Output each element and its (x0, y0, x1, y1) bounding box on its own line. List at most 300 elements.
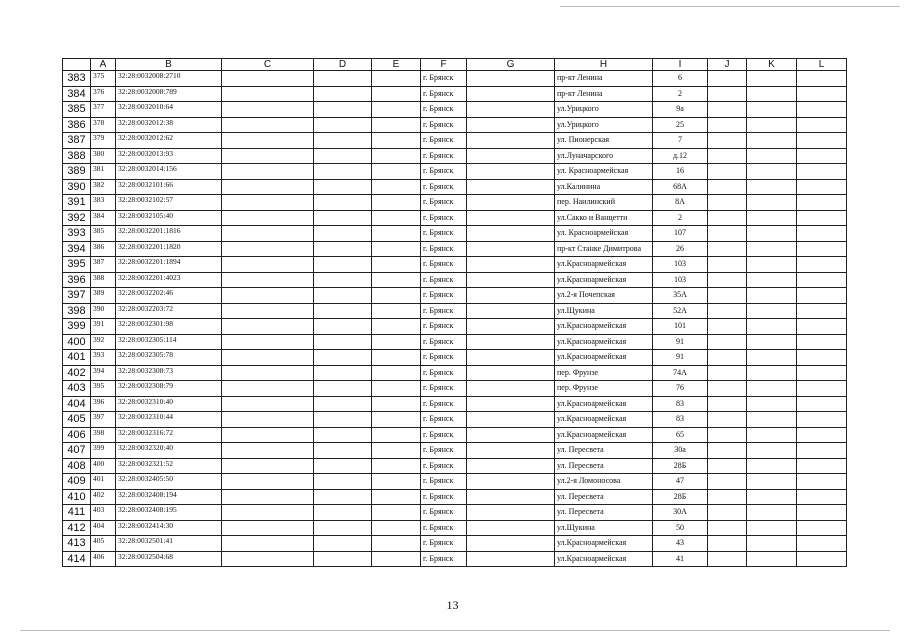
cell-k[interactable] (747, 195, 797, 211)
cell-k[interactable] (747, 71, 797, 87)
cell-h[interactable]: ул.Сакко и Ванцетти (555, 210, 653, 226)
cell-f[interactable]: г. Брянск (421, 474, 467, 490)
cell-a[interactable]: 386 (91, 241, 116, 257)
row-number[interactable]: 393 (63, 226, 91, 242)
cell-g[interactable] (467, 257, 555, 273)
cell-i[interactable]: 2 (653, 86, 708, 102)
cell-e[interactable] (372, 164, 421, 180)
cell-c[interactable] (222, 257, 314, 273)
cell-l[interactable] (797, 474, 847, 490)
row-number[interactable]: 398 (63, 303, 91, 319)
cell-f[interactable]: г. Брянск (421, 179, 467, 195)
cell-g[interactable] (467, 86, 555, 102)
cell-k[interactable] (747, 396, 797, 412)
cell-i[interactable]: 28Б (653, 489, 708, 505)
cell-j[interactable] (708, 443, 747, 459)
cell-c[interactable] (222, 288, 314, 304)
cell-l[interactable] (797, 226, 847, 242)
cell-b[interactable]: 32:28:0032414:30 (116, 520, 222, 536)
cell-j[interactable] (708, 148, 747, 164)
cell-b[interactable]: 32:28:0032320:40 (116, 443, 222, 459)
cell-g[interactable] (467, 133, 555, 149)
cell-h[interactable]: пер. Наилинский (555, 195, 653, 211)
cell-k[interactable] (747, 272, 797, 288)
cell-j[interactable] (708, 427, 747, 443)
cell-h[interactable]: ул.Красноармейская (555, 257, 653, 273)
cell-h[interactable]: ул. Пересвета (555, 505, 653, 521)
cell-g[interactable] (467, 474, 555, 490)
cell-k[interactable] (747, 133, 797, 149)
cell-d[interactable] (314, 350, 372, 366)
cell-g[interactable] (467, 117, 555, 133)
cell-b[interactable]: 32:28:0032008:2710 (116, 71, 222, 87)
cell-j[interactable] (708, 412, 747, 428)
cell-g[interactable] (467, 334, 555, 350)
cell-a[interactable]: 392 (91, 334, 116, 350)
cell-l[interactable] (797, 102, 847, 118)
cell-g[interactable] (467, 505, 555, 521)
cell-h[interactable]: ул.Красноармейская (555, 551, 653, 567)
cell-i[interactable]: 41 (653, 551, 708, 567)
cell-c[interactable] (222, 226, 314, 242)
cell-i[interactable]: 91 (653, 350, 708, 366)
cell-i[interactable]: 68А (653, 179, 708, 195)
cell-a[interactable]: 405 (91, 536, 116, 552)
cell-c[interactable] (222, 474, 314, 490)
cell-h[interactable]: пр-кт Ленина (555, 71, 653, 87)
row-number[interactable]: 391 (63, 195, 91, 211)
cell-e[interactable] (372, 396, 421, 412)
cell-e[interactable] (372, 474, 421, 490)
row-number[interactable]: 413 (63, 536, 91, 552)
cell-d[interactable] (314, 272, 372, 288)
cell-l[interactable] (797, 520, 847, 536)
row-number[interactable]: 386 (63, 117, 91, 133)
cell-c[interactable] (222, 334, 314, 350)
cell-d[interactable] (314, 505, 372, 521)
cell-c[interactable] (222, 195, 314, 211)
row-number[interactable]: 411 (63, 505, 91, 521)
row-number[interactable]: 414 (63, 551, 91, 567)
cell-e[interactable] (372, 272, 421, 288)
cell-f[interactable]: г. Брянск (421, 458, 467, 474)
cell-c[interactable] (222, 164, 314, 180)
cell-k[interactable] (747, 117, 797, 133)
cell-j[interactable] (708, 474, 747, 490)
row-number[interactable]: 402 (63, 365, 91, 381)
cell-d[interactable] (314, 148, 372, 164)
cell-a[interactable]: 396 (91, 396, 116, 412)
cell-l[interactable] (797, 303, 847, 319)
cell-c[interactable] (222, 505, 314, 521)
cell-d[interactable] (314, 71, 372, 87)
cell-i[interactable]: 65 (653, 427, 708, 443)
cell-k[interactable] (747, 536, 797, 552)
cell-g[interactable] (467, 241, 555, 257)
cell-d[interactable] (314, 133, 372, 149)
cell-f[interactable]: г. Брянск (421, 443, 467, 459)
cell-e[interactable] (372, 303, 421, 319)
cell-c[interactable] (222, 427, 314, 443)
cell-k[interactable] (747, 303, 797, 319)
cell-l[interactable] (797, 443, 847, 459)
row-number[interactable]: 387 (63, 133, 91, 149)
cell-g[interactable] (467, 210, 555, 226)
cell-l[interactable] (797, 133, 847, 149)
cell-e[interactable] (372, 505, 421, 521)
row-number[interactable]: 397 (63, 288, 91, 304)
cell-e[interactable] (372, 102, 421, 118)
cell-l[interactable] (797, 381, 847, 397)
cell-b[interactable]: 32:28:0032010:64 (116, 102, 222, 118)
cell-f[interactable]: г. Брянск (421, 164, 467, 180)
cell-f[interactable]: г. Брянск (421, 288, 467, 304)
cell-b[interactable]: 32:28:0032008:789 (116, 86, 222, 102)
cell-h[interactable]: ул. Пионерская (555, 133, 653, 149)
cell-c[interactable] (222, 458, 314, 474)
column-header-f[interactable]: F (421, 59, 467, 71)
column-header-e[interactable]: E (372, 59, 421, 71)
cell-a[interactable]: 383 (91, 195, 116, 211)
cell-f[interactable]: г. Брянск (421, 303, 467, 319)
cell-i[interactable]: 16 (653, 164, 708, 180)
row-number[interactable]: 407 (63, 443, 91, 459)
cell-d[interactable] (314, 164, 372, 180)
cell-h[interactable]: ул.Луначарского (555, 148, 653, 164)
cell-a[interactable]: 382 (91, 179, 116, 195)
cell-k[interactable] (747, 489, 797, 505)
cell-h[interactable]: ул.Красноармейская (555, 350, 653, 366)
row-number[interactable]: 395 (63, 257, 91, 273)
row-number[interactable]: 406 (63, 427, 91, 443)
cell-f[interactable]: г. Брянск (421, 396, 467, 412)
column-header-h[interactable]: H (555, 59, 653, 71)
cell-g[interactable] (467, 71, 555, 87)
cell-e[interactable] (372, 179, 421, 195)
cell-a[interactable]: 384 (91, 210, 116, 226)
cell-h[interactable]: ул.Красноармейская (555, 319, 653, 335)
cell-e[interactable] (372, 195, 421, 211)
cell-l[interactable] (797, 489, 847, 505)
column-header-corner[interactable] (63, 59, 91, 71)
cell-f[interactable]: г. Брянск (421, 102, 467, 118)
cell-l[interactable] (797, 288, 847, 304)
cell-l[interactable] (797, 412, 847, 428)
cell-d[interactable] (314, 319, 372, 335)
cell-i[interactable]: 7 (653, 133, 708, 149)
cell-d[interactable] (314, 536, 372, 552)
cell-b[interactable]: 32:28:0032408:194 (116, 489, 222, 505)
row-number[interactable]: 409 (63, 474, 91, 490)
cell-i[interactable]: 103 (653, 257, 708, 273)
cell-b[interactable]: 32:28:0032405:50 (116, 474, 222, 490)
cell-f[interactable]: г. Брянск (421, 133, 467, 149)
cell-i[interactable]: 47 (653, 474, 708, 490)
cell-l[interactable] (797, 179, 847, 195)
cell-c[interactable] (222, 303, 314, 319)
cell-k[interactable] (747, 551, 797, 567)
cell-a[interactable]: 397 (91, 412, 116, 428)
cell-g[interactable] (467, 272, 555, 288)
cell-j[interactable] (708, 257, 747, 273)
cell-l[interactable] (797, 241, 847, 257)
cell-a[interactable]: 406 (91, 551, 116, 567)
cell-g[interactable] (467, 226, 555, 242)
cell-f[interactable]: г. Брянск (421, 381, 467, 397)
cell-k[interactable] (747, 257, 797, 273)
cell-f[interactable]: г. Брянск (421, 257, 467, 273)
cell-c[interactable] (222, 381, 314, 397)
cell-l[interactable] (797, 195, 847, 211)
row-number[interactable]: 384 (63, 86, 91, 102)
cell-e[interactable] (372, 412, 421, 428)
cell-c[interactable] (222, 489, 314, 505)
column-header-d[interactable]: D (314, 59, 372, 71)
row-number[interactable]: 412 (63, 520, 91, 536)
column-header-l[interactable]: L (797, 59, 847, 71)
cell-l[interactable] (797, 272, 847, 288)
cell-a[interactable]: 376 (91, 86, 116, 102)
cell-i[interactable]: 6 (653, 71, 708, 87)
cell-g[interactable] (467, 195, 555, 211)
cell-c[interactable] (222, 133, 314, 149)
cell-d[interactable] (314, 210, 372, 226)
cell-h[interactable]: ул. Пересвета (555, 458, 653, 474)
cell-d[interactable] (314, 179, 372, 195)
cell-k[interactable] (747, 350, 797, 366)
cell-d[interactable] (314, 381, 372, 397)
cell-a[interactable]: 385 (91, 226, 116, 242)
cell-h[interactable]: пр-кт Станке Димитрова (555, 241, 653, 257)
cell-j[interactable] (708, 319, 747, 335)
cell-f[interactable]: г. Брянск (421, 505, 467, 521)
cell-a[interactable]: 393 (91, 350, 116, 366)
cell-g[interactable] (467, 179, 555, 195)
cell-d[interactable] (314, 474, 372, 490)
cell-a[interactable]: 391 (91, 319, 116, 335)
cell-k[interactable] (747, 365, 797, 381)
cell-f[interactable]: г. Брянск (421, 226, 467, 242)
cell-e[interactable] (372, 71, 421, 87)
cell-e[interactable] (372, 458, 421, 474)
cell-a[interactable]: 398 (91, 427, 116, 443)
cell-i[interactable]: 91 (653, 334, 708, 350)
cell-j[interactable] (708, 505, 747, 521)
cell-a[interactable]: 388 (91, 272, 116, 288)
cell-f[interactable]: г. Брянск (421, 427, 467, 443)
cell-a[interactable]: 375 (91, 71, 116, 87)
cell-g[interactable] (467, 148, 555, 164)
cell-a[interactable]: 404 (91, 520, 116, 536)
cell-c[interactable] (222, 412, 314, 428)
cell-j[interactable] (708, 334, 747, 350)
cell-d[interactable] (314, 427, 372, 443)
cell-i[interactable]: 76 (653, 381, 708, 397)
cell-c[interactable] (222, 365, 314, 381)
cell-d[interactable] (314, 365, 372, 381)
cell-i[interactable]: 9а (653, 102, 708, 118)
cell-g[interactable] (467, 350, 555, 366)
cell-d[interactable] (314, 195, 372, 211)
cell-f[interactable]: г. Брянск (421, 334, 467, 350)
row-number[interactable]: 385 (63, 102, 91, 118)
cell-f[interactable]: г. Брянск (421, 195, 467, 211)
cell-j[interactable] (708, 179, 747, 195)
cell-b[interactable]: 32:28:0032201:4023 (116, 272, 222, 288)
cell-g[interactable] (467, 520, 555, 536)
cell-f[interactable]: г. Брянск (421, 412, 467, 428)
cell-j[interactable] (708, 350, 747, 366)
cell-i[interactable]: 2 (653, 210, 708, 226)
cell-j[interactable] (708, 381, 747, 397)
cell-j[interactable] (708, 551, 747, 567)
row-number[interactable]: 403 (63, 381, 91, 397)
cell-c[interactable] (222, 551, 314, 567)
cell-b[interactable]: 32:28:0032316:72 (116, 427, 222, 443)
cell-e[interactable] (372, 319, 421, 335)
cell-d[interactable] (314, 303, 372, 319)
cell-e[interactable] (372, 86, 421, 102)
cell-b[interactable]: 32:28:0032321:52 (116, 458, 222, 474)
cell-d[interactable] (314, 458, 372, 474)
cell-a[interactable]: 378 (91, 117, 116, 133)
cell-f[interactable]: г. Брянск (421, 365, 467, 381)
cell-i[interactable]: 83 (653, 412, 708, 428)
cell-f[interactable]: г. Брянск (421, 241, 467, 257)
cell-j[interactable] (708, 226, 747, 242)
cell-f[interactable]: г. Брянск (421, 350, 467, 366)
cell-d[interactable] (314, 102, 372, 118)
cell-l[interactable] (797, 257, 847, 273)
row-number[interactable]: 394 (63, 241, 91, 257)
cell-a[interactable]: 377 (91, 102, 116, 118)
cell-f[interactable]: г. Брянск (421, 319, 467, 335)
cell-j[interactable] (708, 458, 747, 474)
row-number[interactable]: 383 (63, 71, 91, 87)
row-number[interactable]: 399 (63, 319, 91, 335)
cell-k[interactable] (747, 86, 797, 102)
cell-b[interactable]: 32:28:0032013:93 (116, 148, 222, 164)
row-number[interactable]: 404 (63, 396, 91, 412)
cell-e[interactable] (372, 133, 421, 149)
cell-b[interactable]: 32:28:0032201:1820 (116, 241, 222, 257)
cell-c[interactable] (222, 319, 314, 335)
cell-k[interactable] (747, 458, 797, 474)
cell-h[interactable]: ул.Красноармейская (555, 412, 653, 428)
cell-d[interactable] (314, 226, 372, 242)
cell-l[interactable] (797, 164, 847, 180)
row-number[interactable]: 410 (63, 489, 91, 505)
cell-i[interactable]: 43 (653, 536, 708, 552)
cell-f[interactable]: г. Брянск (421, 536, 467, 552)
cell-e[interactable] (372, 443, 421, 459)
cell-c[interactable] (222, 179, 314, 195)
cell-d[interactable] (314, 257, 372, 273)
cell-j[interactable] (708, 71, 747, 87)
cell-f[interactable]: г. Брянск (421, 272, 467, 288)
cell-h[interactable]: ул.2-я Почепская (555, 288, 653, 304)
cell-b[interactable]: 32:28:0032501:41 (116, 536, 222, 552)
cell-i[interactable]: 26 (653, 241, 708, 257)
cell-h[interactable]: ул.Урицкого (555, 117, 653, 133)
cell-j[interactable] (708, 133, 747, 149)
cell-a[interactable]: 387 (91, 257, 116, 273)
cell-g[interactable] (467, 443, 555, 459)
cell-b[interactable]: 32:28:0032102:57 (116, 195, 222, 211)
cell-l[interactable] (797, 86, 847, 102)
cell-i[interactable]: 107 (653, 226, 708, 242)
cell-h[interactable]: пр-кт Ленина (555, 86, 653, 102)
cell-h[interactable]: ул.Красноармейская (555, 272, 653, 288)
cell-k[interactable] (747, 288, 797, 304)
cell-g[interactable] (467, 489, 555, 505)
cell-f[interactable]: г. Брянск (421, 148, 467, 164)
cell-j[interactable] (708, 489, 747, 505)
cell-e[interactable] (372, 427, 421, 443)
cell-a[interactable]: 403 (91, 505, 116, 521)
cell-j[interactable] (708, 102, 747, 118)
row-number[interactable]: 390 (63, 179, 91, 195)
cell-k[interactable] (747, 443, 797, 459)
cell-b[interactable]: 32:28:0032408:195 (116, 505, 222, 521)
cell-a[interactable]: 402 (91, 489, 116, 505)
cell-e[interactable] (372, 334, 421, 350)
cell-g[interactable] (467, 396, 555, 412)
row-number[interactable]: 389 (63, 164, 91, 180)
cell-k[interactable] (747, 241, 797, 257)
cell-k[interactable] (747, 427, 797, 443)
cell-k[interactable] (747, 474, 797, 490)
cell-l[interactable] (797, 551, 847, 567)
cell-e[interactable] (372, 241, 421, 257)
cell-c[interactable] (222, 520, 314, 536)
cell-h[interactable]: ул. Пересвета (555, 489, 653, 505)
cell-l[interactable] (797, 319, 847, 335)
cell-d[interactable] (314, 117, 372, 133)
cell-e[interactable] (372, 551, 421, 567)
cell-d[interactable] (314, 520, 372, 536)
cell-e[interactable] (372, 536, 421, 552)
cell-k[interactable] (747, 412, 797, 428)
cell-i[interactable]: 35А (653, 288, 708, 304)
cell-g[interactable] (467, 319, 555, 335)
cell-l[interactable] (797, 396, 847, 412)
cell-d[interactable] (314, 334, 372, 350)
cell-k[interactable] (747, 210, 797, 226)
cell-i[interactable]: д.12 (653, 148, 708, 164)
cell-e[interactable] (372, 381, 421, 397)
cell-b[interactable]: 32:28:0032105:40 (116, 210, 222, 226)
cell-g[interactable] (467, 102, 555, 118)
cell-d[interactable] (314, 412, 372, 428)
cell-i[interactable]: 103 (653, 272, 708, 288)
cell-j[interactable] (708, 520, 747, 536)
cell-f[interactable]: г. Брянск (421, 86, 467, 102)
cell-k[interactable] (747, 179, 797, 195)
cell-f[interactable]: г. Брянск (421, 210, 467, 226)
cell-h[interactable]: ул.Красноармейская (555, 396, 653, 412)
row-number[interactable]: 408 (63, 458, 91, 474)
cell-f[interactable]: г. Брянск (421, 520, 467, 536)
cell-i[interactable]: 50 (653, 520, 708, 536)
cell-k[interactable] (747, 381, 797, 397)
cell-g[interactable] (467, 365, 555, 381)
cell-j[interactable] (708, 536, 747, 552)
cell-i[interactable]: 8А (653, 195, 708, 211)
cell-c[interactable] (222, 350, 314, 366)
cell-h[interactable]: ул. Пересвета (555, 443, 653, 459)
cell-i[interactable]: 74А (653, 365, 708, 381)
